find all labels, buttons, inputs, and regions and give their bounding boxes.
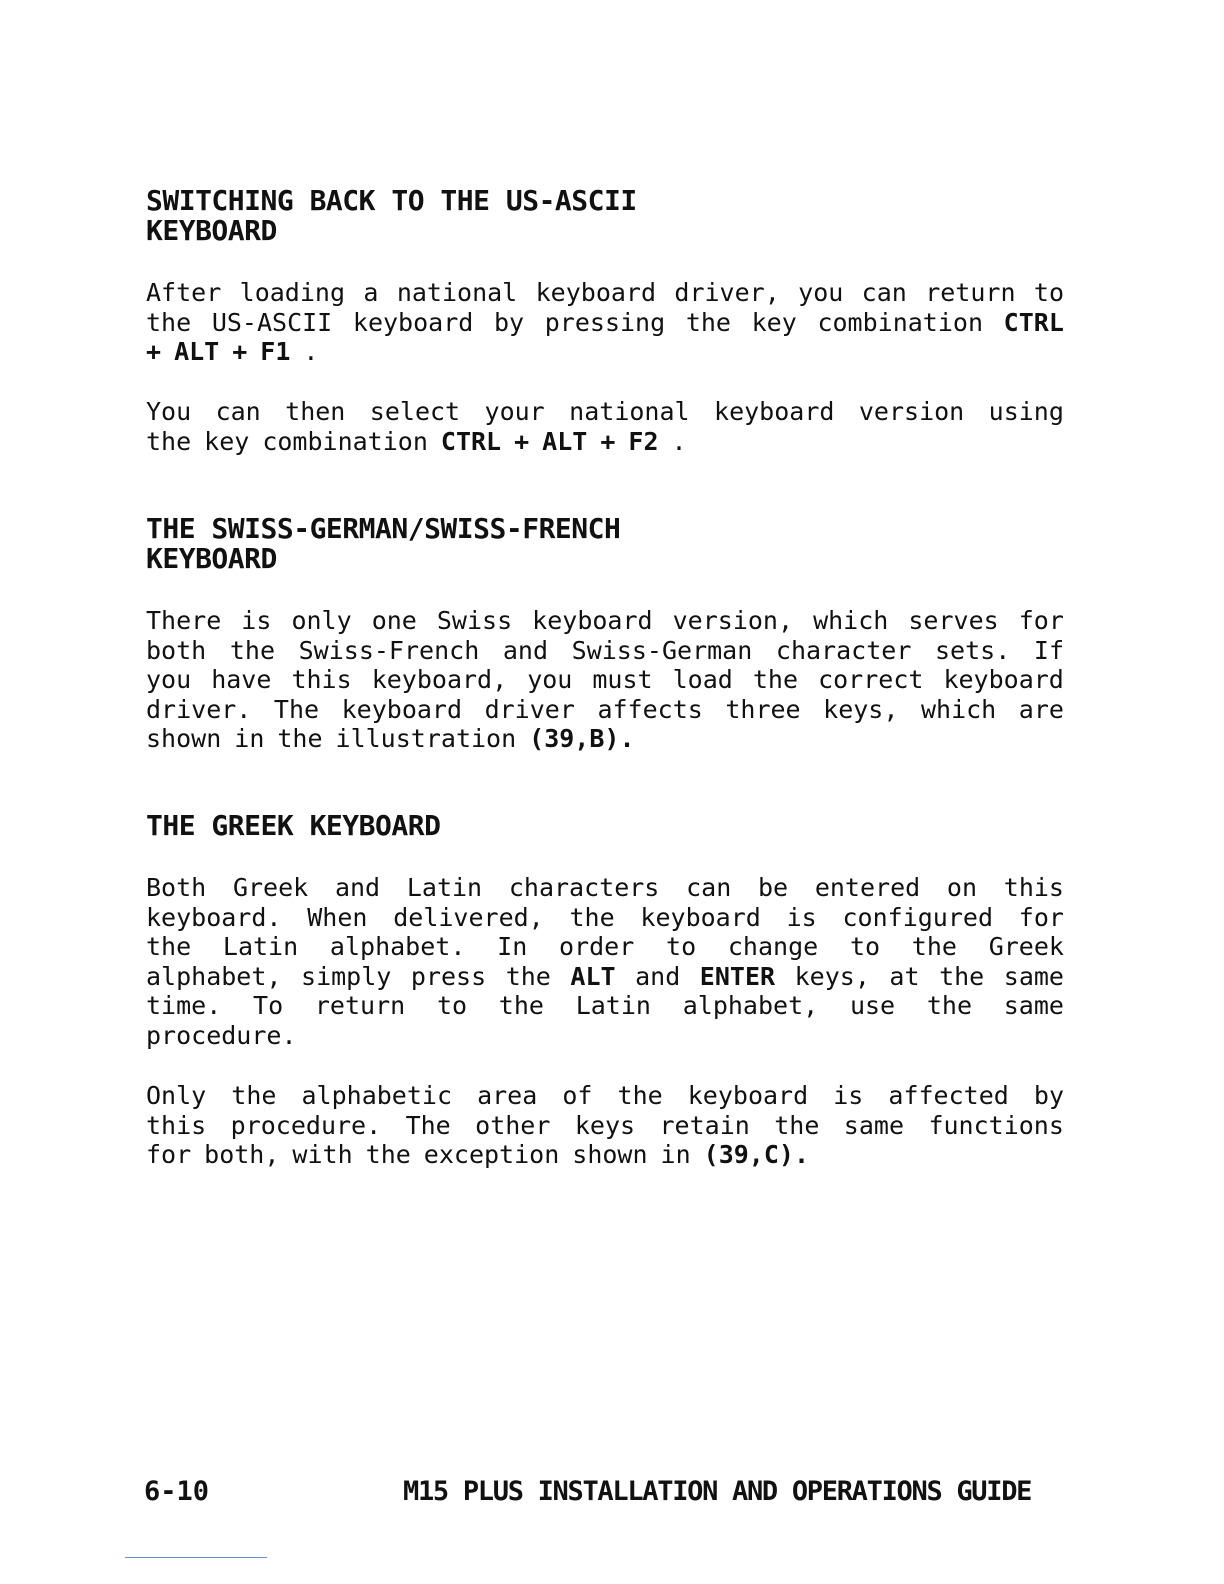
word: character — [775, 635, 912, 665]
section-heading-greek — [146, 811, 440, 841]
text-line — [146, 903, 1064, 933]
word: retain — [659, 1110, 750, 1140]
word: return — [925, 278, 1016, 307]
text-line — [146, 1111, 1064, 1141]
heading-line: THE SWISS-GERMAN/SWISS-FRENCH — [146, 512, 621, 545]
word: key — [204, 426, 250, 456]
word: There — [146, 606, 222, 635]
word: can — [686, 873, 732, 902]
word: using — [988, 397, 1064, 426]
paragraph — [146, 1081, 1064, 1170]
word: the — [569, 902, 615, 932]
word: other — [475, 1110, 551, 1140]
word: the — [939, 961, 985, 991]
word: keyboard — [640, 902, 761, 932]
word: Greek — [988, 932, 1064, 962]
word: Swiss-French — [298, 635, 480, 665]
word: and — [334, 873, 381, 902]
text-line — [146, 962, 1064, 992]
word: To — [253, 991, 284, 1021]
word: shown — [146, 724, 222, 754]
word: ENTER — [699, 961, 776, 991]
word: keyboard, — [371, 665, 508, 695]
word: . — [671, 426, 687, 456]
word: keyboard — [714, 397, 835, 426]
word: ALT — [542, 426, 588, 456]
word: national — [569, 397, 690, 426]
word: the — [277, 724, 323, 754]
word: be — [757, 873, 789, 902]
word: use — [849, 991, 896, 1021]
word: sets. — [935, 635, 1011, 665]
word: a — [363, 278, 379, 307]
word: same — [1003, 991, 1064, 1021]
word: (39,C). — [703, 1140, 809, 1170]
word: keyboard — [535, 278, 657, 307]
word: + — [146, 337, 162, 367]
section-heading-us-ascii — [146, 186, 637, 246]
word: exception — [423, 1140, 560, 1170]
word: national — [396, 278, 518, 307]
word: the — [617, 1081, 663, 1110]
word: the — [685, 307, 731, 337]
text-line — [146, 932, 1064, 962]
word: the — [926, 991, 972, 1021]
word: which — [920, 694, 997, 724]
word: the — [365, 1140, 411, 1170]
word: alphabetic — [301, 1081, 453, 1110]
text-line — [146, 636, 1064, 666]
paragraph — [146, 278, 1064, 367]
paragraph — [146, 873, 1064, 1051]
word: to — [849, 932, 881, 962]
word: procedure. — [146, 1020, 297, 1050]
word: the — [911, 932, 957, 962]
word: this — [1003, 873, 1064, 902]
word: Only — [146, 1081, 207, 1110]
word: Swiss — [436, 606, 513, 635]
heading-line: THE GREEK KEYBOARD — [146, 809, 441, 842]
text-line — [146, 873, 1064, 903]
word: for — [1018, 606, 1064, 635]
word: CTRL — [1003, 307, 1064, 337]
word: (39,B). — [529, 724, 635, 754]
word: The — [273, 694, 320, 724]
word: the — [774, 1110, 820, 1140]
word: this — [146, 1110, 207, 1140]
text-line — [146, 1081, 1064, 1111]
word: ALT — [174, 337, 220, 367]
word: keyboard — [352, 307, 474, 337]
word: to — [436, 991, 468, 1021]
word: Latin — [575, 991, 651, 1021]
word: affected — [888, 1081, 1009, 1110]
word: affects — [597, 694, 703, 724]
text-line — [146, 427, 1064, 457]
word: keyboard. — [146, 902, 282, 932]
word: keyboard — [341, 694, 463, 724]
word: Greek — [232, 873, 309, 902]
word: driver, — [674, 278, 780, 307]
word: load — [672, 665, 733, 695]
word: + — [514, 426, 530, 456]
word: time. — [146, 991, 222, 1021]
text-line — [146, 278, 1064, 308]
word: procedure. — [230, 1110, 382, 1140]
word: Swiss-German — [571, 635, 753, 665]
word: functions — [928, 1110, 1064, 1140]
word: serves — [908, 606, 999, 635]
word: + — [600, 426, 616, 456]
word: the — [146, 307, 192, 337]
text-line — [146, 606, 1064, 636]
text-line — [146, 724, 1064, 754]
heading-line: KEYBOARD — [146, 214, 277, 247]
text-line — [146, 397, 1064, 427]
text-line — [146, 1021, 1064, 1051]
word: you — [527, 665, 573, 695]
text-line — [146, 695, 1064, 725]
word: to — [1033, 278, 1064, 307]
word: US-ASCII — [211, 307, 333, 337]
word: shown — [572, 1140, 648, 1170]
word: entered — [814, 873, 921, 902]
heading-line: KEYBOARD — [146, 542, 277, 575]
word: the — [505, 961, 551, 991]
word: and — [502, 635, 549, 665]
word: for — [1018, 902, 1064, 932]
word: on — [946, 873, 978, 902]
word: key — [751, 307, 797, 337]
word: CTRL — [440, 426, 502, 456]
word: keyboard — [687, 1081, 809, 1110]
footer-page-number: 6-10 — [144, 1476, 210, 1507]
word: for — [146, 1140, 192, 1170]
word: are — [1018, 694, 1064, 724]
word: of — [562, 1081, 593, 1110]
word: loading — [239, 278, 345, 307]
word: the — [231, 1081, 277, 1110]
word: Latin — [222, 932, 299, 962]
word: correct — [818, 665, 924, 695]
word: have — [211, 665, 272, 695]
word: alphabet, — [146, 961, 282, 991]
heading-line: SWITCHING BACK TO THE US-ASCII — [146, 184, 637, 217]
word: keyboard — [943, 665, 1064, 695]
paragraph — [146, 606, 1064, 754]
word: return — [314, 991, 406, 1021]
word: which — [813, 606, 889, 635]
word: the — [146, 932, 192, 962]
word: F2 — [628, 426, 659, 456]
word: Both — [146, 873, 207, 902]
text-line — [146, 665, 1064, 695]
word: driver — [484, 694, 575, 724]
section-heading-swiss — [146, 514, 620, 574]
word: in — [660, 1140, 691, 1170]
word: keys, — [823, 694, 899, 724]
word: three — [725, 694, 801, 724]
word: your — [484, 397, 545, 426]
word: same — [843, 1110, 905, 1140]
word: You — [146, 397, 192, 426]
word: alphabet. — [329, 932, 466, 962]
word: keyboard — [532, 606, 653, 635]
word: F1 — [260, 337, 291, 367]
word: press — [410, 961, 487, 991]
word: the — [752, 665, 799, 695]
word: combination — [817, 307, 984, 337]
word: then — [285, 397, 346, 426]
word: by — [493, 307, 525, 337]
word: you — [798, 278, 844, 307]
word: area — [477, 1081, 538, 1110]
word: one — [371, 606, 417, 635]
word: to — [666, 932, 697, 962]
word: with — [292, 1140, 353, 1170]
text-line — [146, 991, 1064, 1021]
word: version — [858, 397, 965, 426]
word: can — [215, 397, 261, 426]
text-line — [146, 1140, 1064, 1170]
text-line — [146, 308, 1064, 338]
word: simply — [301, 961, 392, 991]
word: keys — [574, 1110, 636, 1140]
word: Latin — [406, 873, 483, 902]
word: . — [303, 337, 319, 367]
word: you — [146, 665, 192, 695]
word: the — [498, 991, 544, 1021]
word: If — [1033, 635, 1064, 665]
word: by — [1033, 1081, 1064, 1110]
word: illustration — [335, 724, 517, 754]
footer-title: M15 PLUS INSTALLATION AND OPERATIONS GUIDE — [403, 1476, 1032, 1507]
word: both, — [204, 1140, 280, 1170]
word: delivered, — [393, 902, 544, 932]
word: change — [727, 932, 819, 962]
word: same — [1003, 961, 1064, 991]
word: only — [291, 606, 352, 635]
word: pressing — [544, 307, 666, 337]
word: is — [833, 1081, 864, 1110]
word: is — [241, 606, 272, 635]
word: keys, — [794, 961, 870, 991]
word: can — [861, 278, 907, 307]
text-line — [146, 337, 1064, 367]
paragraph — [146, 397, 1064, 456]
word: in — [234, 724, 265, 754]
word: order — [559, 932, 635, 962]
word: driver. — [146, 694, 252, 724]
word: alphabet, — [682, 991, 819, 1021]
word: the — [146, 426, 192, 456]
word: In — [497, 932, 528, 962]
word: combination — [262, 426, 428, 456]
word: this — [291, 665, 352, 695]
word: is — [786, 902, 817, 932]
word: select — [369, 397, 461, 426]
word: configured — [842, 902, 993, 932]
word: After — [146, 278, 222, 307]
word: at — [889, 961, 920, 991]
word: characters — [508, 873, 660, 902]
word: the — [229, 635, 275, 665]
word: must — [592, 665, 653, 695]
word: The — [405, 1110, 451, 1140]
footer-rule — [125, 1557, 267, 1558]
word: ALT — [570, 961, 616, 991]
word: both — [146, 635, 207, 665]
word: version, — [672, 606, 794, 635]
word: When — [307, 902, 368, 932]
word: + — [232, 337, 248, 367]
word: and — [635, 961, 681, 991]
